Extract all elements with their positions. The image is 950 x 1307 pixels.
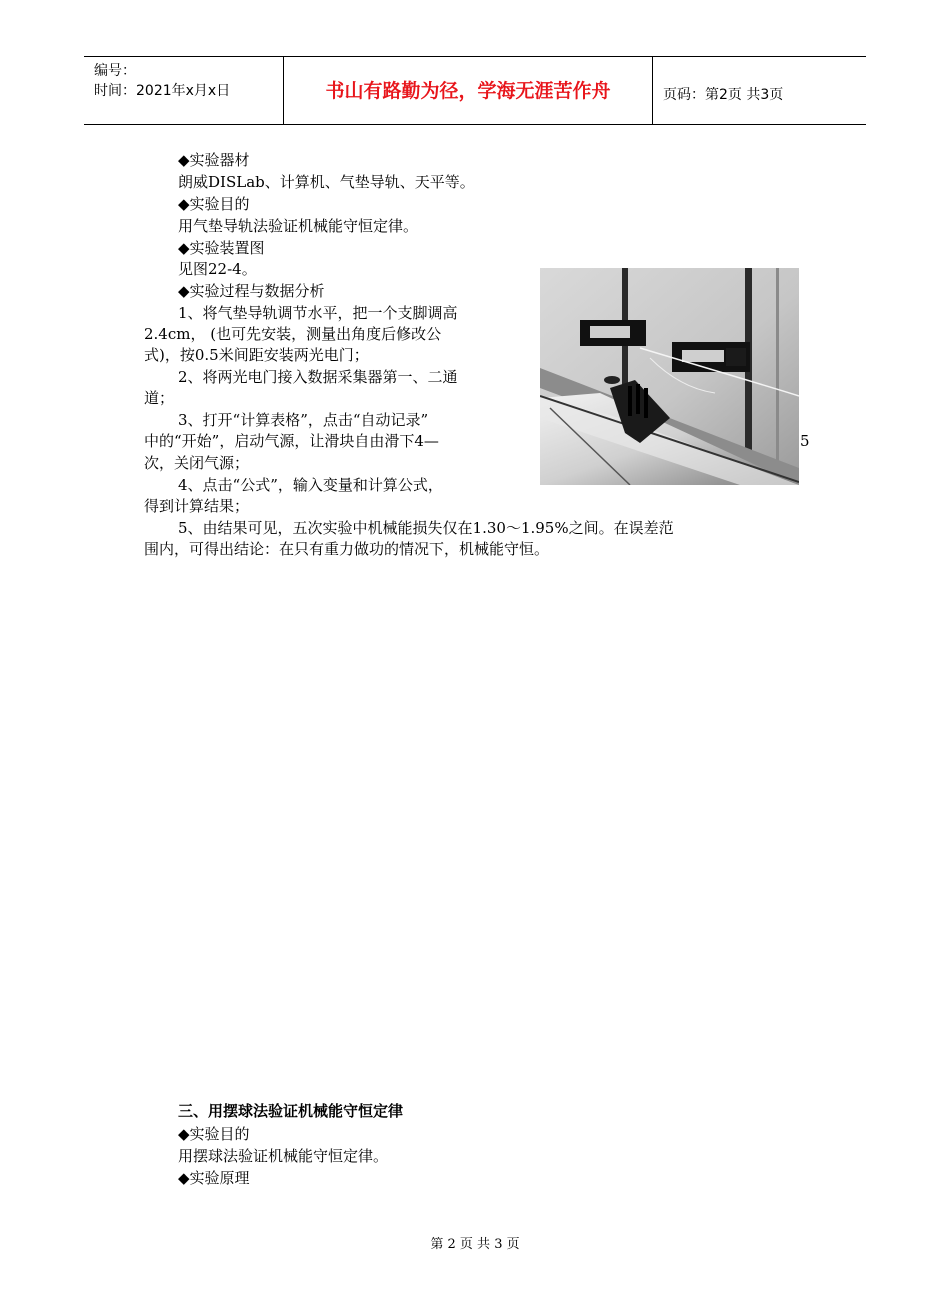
equipment-text: 朗威DISLab、计算机、气垫导轨、天平等。: [178, 173, 475, 191]
motto: 书山有路勤为径，学海无涯苦作舟: [325, 80, 611, 102]
purpose-heading: ◆实验目的: [178, 195, 250, 213]
step2-line-b: 道；: [144, 389, 175, 407]
air-track-apparatus-photo: [540, 268, 799, 485]
apparatus-heading: ◆实验装置图: [178, 239, 265, 257]
step2-line-a: 2、将两光电门接入数据采集器第一、二通: [178, 368, 458, 386]
step3-line-b-tail: 5: [800, 432, 810, 450]
apparatus-text: 见图22-4。: [178, 260, 257, 278]
page-footer: 第 2 页 共 3 页: [430, 1237, 520, 1252]
step3-line-a: 3、打开“计算表格”，点击“自动记录”: [178, 411, 429, 429]
header-bottom-rule: [84, 124, 866, 125]
process-heading: ◆实验过程与数据分析: [178, 282, 325, 300]
step4-line-b: 得到计算结果；: [144, 497, 250, 515]
header-divider-right: [652, 56, 653, 125]
step3-line-c: 次，关闭气源；: [144, 454, 250, 472]
section3-purpose-text: 用摆球法验证机械能守恒定律。: [178, 1147, 389, 1165]
step1-line-c: 式)，按0.5米间距安装两光电门；: [144, 346, 369, 364]
step3-line-b: 中的“开始”，启动气源，让滑块自由滑下4—: [144, 432, 439, 450]
header-top-rule: [84, 56, 866, 57]
step4-line-a: 4、点击“公式”，输入变量和计算公式，: [178, 476, 443, 494]
section3-title: 三、用摆球法验证机械能守恒定律: [178, 1102, 404, 1120]
equipment-heading: ◆实验器材: [178, 151, 250, 169]
section3-purpose-heading: ◆实验目的: [178, 1125, 250, 1143]
page-code: 页码：第2页 共3页: [663, 87, 784, 103]
step1-line-b: 2.4cm， (也可先安装，测量出角度后修改公: [144, 325, 442, 343]
section3-principle-heading: ◆实验原理: [178, 1169, 250, 1187]
time-label: 时间：2021年x月x日: [94, 83, 231, 99]
step5-line-a: 5、由结果可见，五次实验中机械能损失仅在1.30～1.95%之间。在误差范: [178, 519, 674, 537]
serial-label: 编号：: [94, 63, 136, 79]
step5-line-b: 围内，可得出结论：在只有重力做功的情况下，机械能守恒。: [144, 540, 550, 558]
purpose-text: 用气垫导轨法验证机械能守恒定律。: [178, 217, 419, 235]
step1-line-a: 1、将气垫导轨调节水平，把一个支脚调高: [178, 304, 458, 322]
